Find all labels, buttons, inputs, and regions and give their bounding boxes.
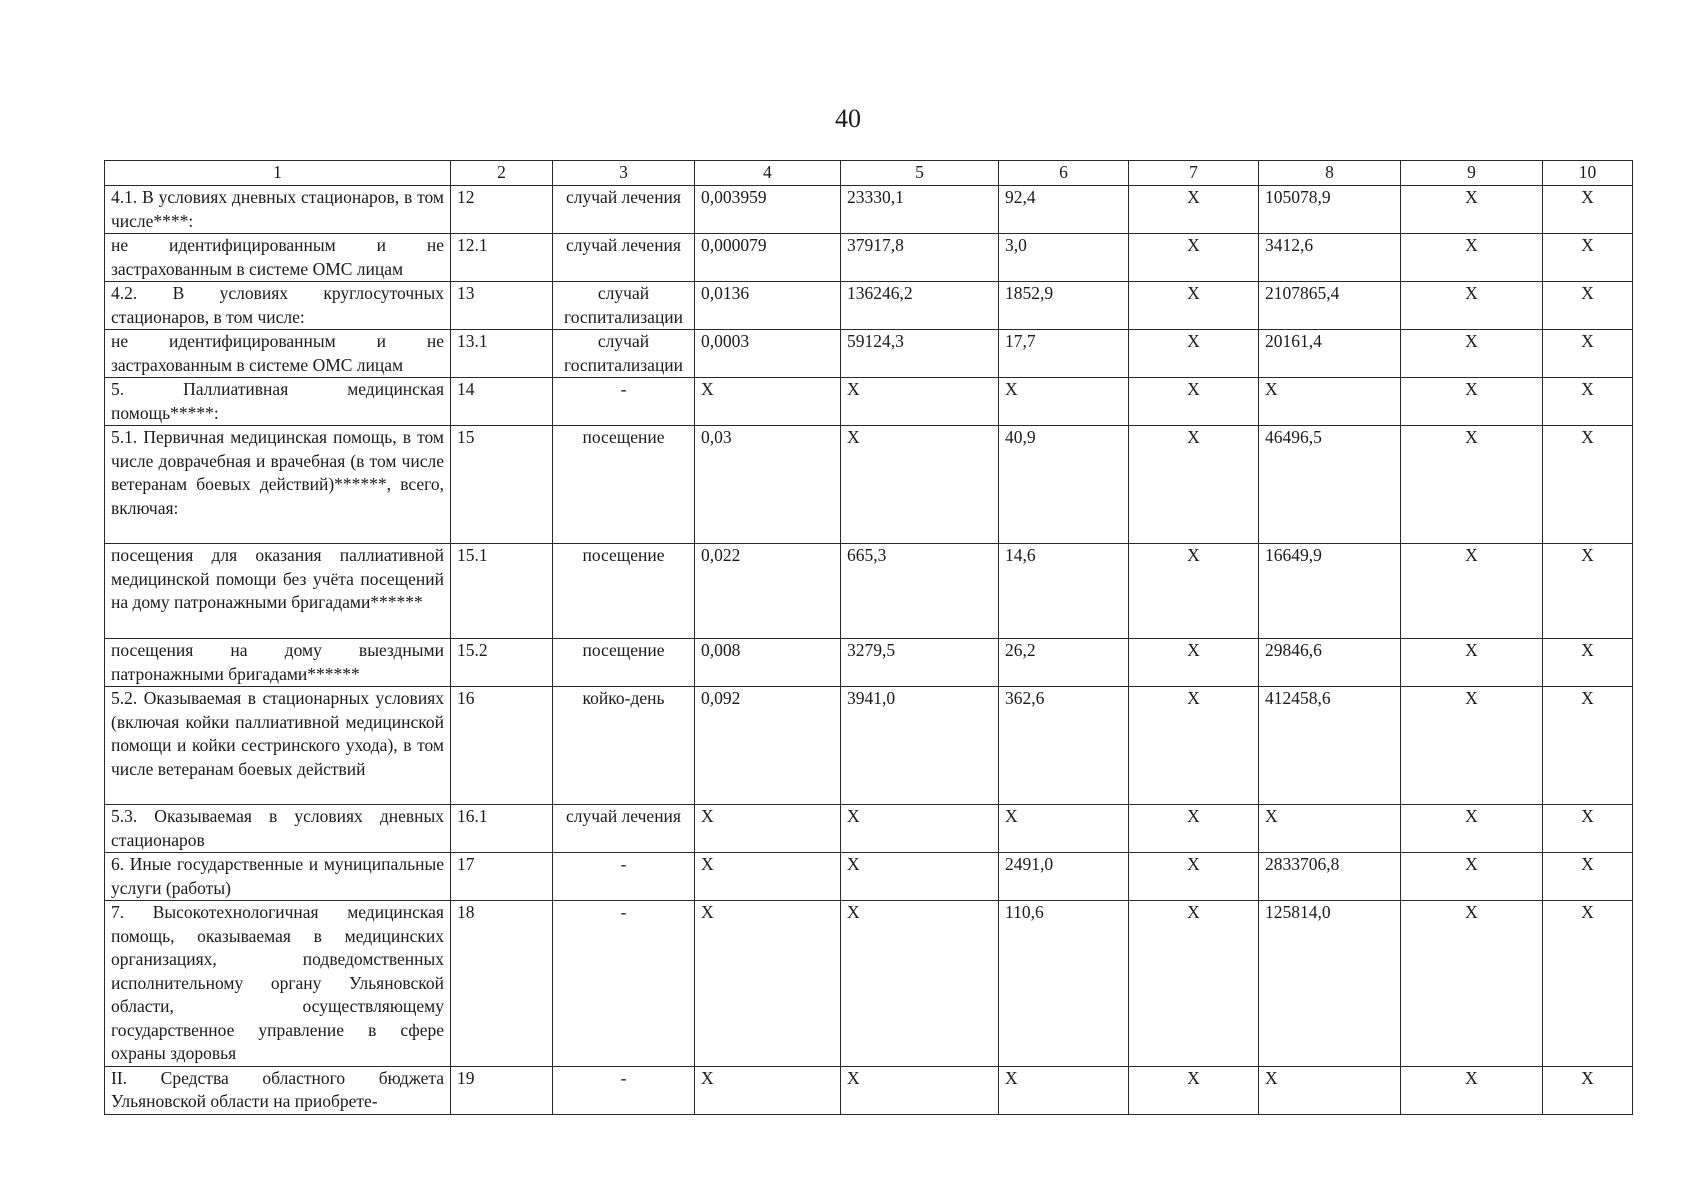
cell-col4: 0,008 xyxy=(695,639,841,687)
cell-col9: X xyxy=(1401,426,1543,544)
cell-col8: 2833706,8 xyxy=(1259,853,1401,901)
row-name: посещения на дому выездными патронажными бригадами****** xyxy=(105,639,451,687)
cell-col5: X xyxy=(841,901,999,1067)
cell-col7: X xyxy=(1129,234,1259,282)
column-header: 2 xyxy=(451,161,553,186)
cell-col10: X xyxy=(1543,1066,1633,1114)
cell-col6: X xyxy=(999,805,1129,853)
cell-col10: X xyxy=(1543,853,1633,901)
row-name: не идентифицированным и не застрахованным в системе ОМС лицам xyxy=(105,330,451,378)
page-number: 40 xyxy=(835,104,861,133)
cell-col7: X xyxy=(1129,426,1259,544)
cell-col4: X xyxy=(695,901,841,1067)
row-name: 4.2. В условиях круглосуточных стационаров, в том числе: xyxy=(105,282,451,330)
table-row xyxy=(105,186,1633,234)
cell-col8: 125814,0 xyxy=(1259,901,1401,1067)
row-number: 14 xyxy=(451,378,553,426)
cell-col8: 412458,6 xyxy=(1259,687,1401,805)
cell-col7: X xyxy=(1129,378,1259,426)
table-row xyxy=(105,639,1633,687)
row-number: 16.1 xyxy=(451,805,553,853)
row-number: 19 xyxy=(451,1066,553,1114)
column-header: 8 xyxy=(1259,161,1401,186)
table-row xyxy=(105,426,1633,544)
cell-col6: 17,7 xyxy=(999,330,1129,378)
column-header: 6 xyxy=(999,161,1129,186)
cell-col9: X xyxy=(1401,687,1543,805)
cell-col4: 0,0136 xyxy=(695,282,841,330)
cell-col8: 16649,9 xyxy=(1259,544,1401,639)
table-row xyxy=(105,805,1633,853)
row-name: 7. Высокотехнологичная медицинская помощь, оказываемая в медицинских организациях, подведомственных исполнительному органу Ульяновской области, осуществляющему государственное управление в сфере охраны здоровья xyxy=(105,901,451,1067)
table-row xyxy=(105,544,1633,639)
row-number: 15.2 xyxy=(451,639,553,687)
cell-col4: X xyxy=(695,378,841,426)
row-number: 13 xyxy=(451,282,553,330)
cell-col9: X xyxy=(1401,186,1543,234)
row-name: 5.3. Оказываемая в условиях дневных стационаров xyxy=(105,805,451,853)
cell-col8: X xyxy=(1259,378,1401,426)
column-header: 9 xyxy=(1401,161,1543,186)
row-unit: койко-день xyxy=(553,687,695,805)
cell-col10: X xyxy=(1543,426,1633,544)
row-unit: случай госпитализации xyxy=(553,330,695,378)
cell-col4: X xyxy=(695,1066,841,1114)
column-header: 5 xyxy=(841,161,999,186)
column-header: 7 xyxy=(1129,161,1259,186)
cell-col9: X xyxy=(1401,853,1543,901)
cell-col5: 23330,1 xyxy=(841,186,999,234)
row-number: 17 xyxy=(451,853,553,901)
table-row xyxy=(105,234,1633,282)
cell-col8: 105078,9 xyxy=(1259,186,1401,234)
cell-col6: 2491,0 xyxy=(999,853,1129,901)
cell-col4: X xyxy=(695,853,841,901)
cell-col10: X xyxy=(1543,639,1633,687)
cell-col10: X xyxy=(1543,282,1633,330)
cell-col6: 26,2 xyxy=(999,639,1129,687)
cell-col7: X xyxy=(1129,330,1259,378)
row-unit: посещение xyxy=(553,639,695,687)
column-header: 10 xyxy=(1543,161,1633,186)
cell-col9: X xyxy=(1401,901,1543,1067)
column-header: 1 xyxy=(105,161,451,186)
row-unit: - xyxy=(553,1066,695,1114)
cell-col5: X xyxy=(841,1066,999,1114)
cell-col4: 0,03 xyxy=(695,426,841,544)
cell-col5: 37917,8 xyxy=(841,234,999,282)
cell-col9: X xyxy=(1401,805,1543,853)
cell-col5: X xyxy=(841,853,999,901)
row-unit: случай госпитализации xyxy=(553,282,695,330)
cell-col8: 2107865,4 xyxy=(1259,282,1401,330)
cell-col5: 3279,5 xyxy=(841,639,999,687)
cell-col5: X xyxy=(841,426,999,544)
row-name: 5. Паллиативная медицинская помощь*****: xyxy=(105,378,451,426)
cell-col9: X xyxy=(1401,639,1543,687)
column-header: 4 xyxy=(695,161,841,186)
cell-col8: X xyxy=(1259,1066,1401,1114)
table-row xyxy=(105,1066,1633,1114)
cell-col5: 3941,0 xyxy=(841,687,999,805)
cell-col9: X xyxy=(1401,544,1543,639)
row-number: 15.1 xyxy=(451,544,553,639)
cell-col10: X xyxy=(1543,234,1633,282)
cell-col7: X xyxy=(1129,282,1259,330)
cell-col4: X xyxy=(695,805,841,853)
cell-col7: X xyxy=(1129,853,1259,901)
cell-col7: X xyxy=(1129,186,1259,234)
cell-col7: X xyxy=(1129,901,1259,1067)
row-name: 4.1. В условиях дневных стационаров, в том числе****: xyxy=(105,186,451,234)
cell-col7: X xyxy=(1129,1066,1259,1114)
cell-col5: 59124,3 xyxy=(841,330,999,378)
cell-col6: 110,6 xyxy=(999,901,1129,1067)
cell-col6: 1852,9 xyxy=(999,282,1129,330)
row-number: 15 xyxy=(451,426,553,544)
cell-col10: X xyxy=(1543,901,1633,1067)
cell-col5: 665,3 xyxy=(841,544,999,639)
row-name: II. Средства областного бюджета Ульяновской области на приобрете- xyxy=(105,1066,451,1114)
row-unit: посещение xyxy=(553,426,695,544)
row-number: 12 xyxy=(451,186,553,234)
cell-col6: X xyxy=(999,1066,1129,1114)
row-number: 12.1 xyxy=(451,234,553,282)
table-row xyxy=(105,901,1633,1067)
header-row xyxy=(105,161,1633,186)
cell-col10: X xyxy=(1543,687,1633,805)
cell-col8: 29846,6 xyxy=(1259,639,1401,687)
cell-col4: 0,0003 xyxy=(695,330,841,378)
cell-col8: 3412,6 xyxy=(1259,234,1401,282)
row-unit: - xyxy=(553,901,695,1067)
cell-col4: 0,000079 xyxy=(695,234,841,282)
cell-col7: X xyxy=(1129,805,1259,853)
cell-col4: 0,003959 xyxy=(695,186,841,234)
cell-col5: 136246,2 xyxy=(841,282,999,330)
cell-col6: 3,0 xyxy=(999,234,1129,282)
cell-col6: 14,6 xyxy=(999,544,1129,639)
row-unit: случай лечения xyxy=(553,234,695,282)
row-name: 5.2. Оказываемая в стационарных условиях (включая койки паллиативной медицинской помощи и койки сестринского ухода), в том числе ветеранам боевых действий xyxy=(105,687,451,805)
cell-col5: X xyxy=(841,805,999,853)
cell-col7: X xyxy=(1129,639,1259,687)
cell-col6: X xyxy=(999,378,1129,426)
cell-col6: 362,6 xyxy=(999,687,1129,805)
row-unit: - xyxy=(553,378,695,426)
row-unit: - xyxy=(553,853,695,901)
cell-col10: X xyxy=(1543,330,1633,378)
cell-col10: X xyxy=(1543,378,1633,426)
table-row xyxy=(105,378,1633,426)
cell-col5: X xyxy=(841,378,999,426)
row-number: 18 xyxy=(451,901,553,1067)
data-table xyxy=(104,160,1633,1115)
cell-col4: 0,092 xyxy=(695,687,841,805)
row-name: 5.1. Первичная медицинская помощь, в том числе доврачебная и врачебная (в том числе ветеранам боевых действий)******, всего, включая: xyxy=(105,426,451,544)
row-name: не идентифицированным и не застрахованным в системе ОМС лицам xyxy=(105,234,451,282)
cell-col6: 40,9 xyxy=(999,426,1129,544)
cell-col10: X xyxy=(1543,805,1633,853)
table-row xyxy=(105,853,1633,901)
table-row xyxy=(105,282,1633,330)
row-number: 13.1 xyxy=(451,330,553,378)
row-number: 16 xyxy=(451,687,553,805)
table-row xyxy=(105,330,1633,378)
row-unit: случай лечения xyxy=(553,805,695,853)
column-header: 3 xyxy=(553,161,695,186)
row-unit: посещение xyxy=(553,544,695,639)
cell-col4: 0,022 xyxy=(695,544,841,639)
cell-col7: X xyxy=(1129,687,1259,805)
row-unit: случай лечения xyxy=(553,186,695,234)
cell-col9: X xyxy=(1401,282,1543,330)
cell-col7: X xyxy=(1129,544,1259,639)
cell-col8: 20161,4 xyxy=(1259,330,1401,378)
cell-col10: X xyxy=(1543,186,1633,234)
row-name: посещения для оказания паллиативной медицинской помощи без учёта посещений на дому патронажными бригадами****** xyxy=(105,544,451,639)
cell-col8: X xyxy=(1259,805,1401,853)
cell-col9: X xyxy=(1401,234,1543,282)
cell-col9: X xyxy=(1401,330,1543,378)
cell-col9: X xyxy=(1401,378,1543,426)
cell-col9: X xyxy=(1401,1066,1543,1114)
cell-col8: 46496,5 xyxy=(1259,426,1401,544)
table-row xyxy=(105,687,1633,805)
row-name: 6. Иные государственные и муниципальные услуги (работы) xyxy=(105,853,451,901)
cell-col10: X xyxy=(1543,544,1633,639)
cell-col6: 92,4 xyxy=(999,186,1129,234)
